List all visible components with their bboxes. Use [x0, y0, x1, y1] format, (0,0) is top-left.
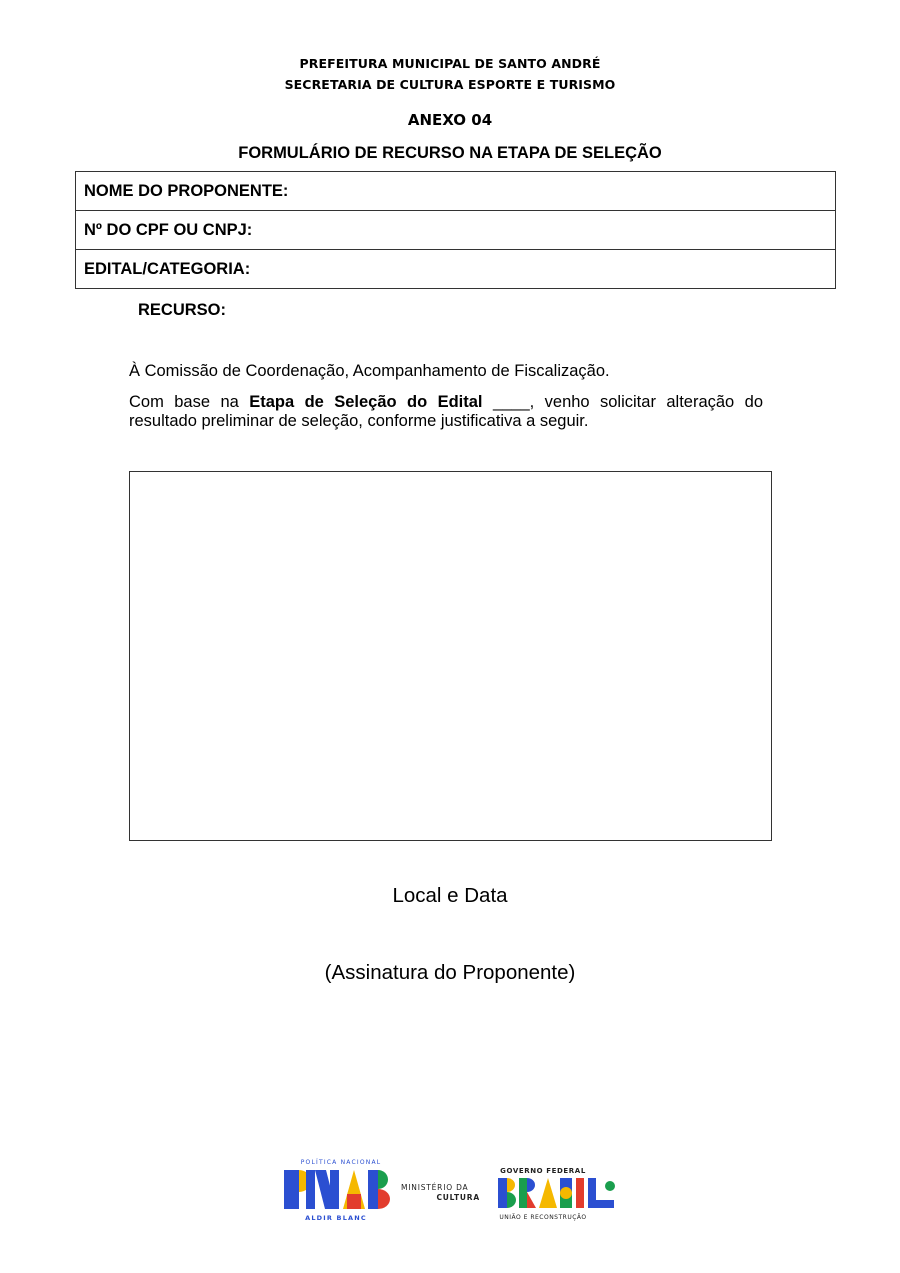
pnab-tagline-top: POLÍTICA NACIONAL	[300, 1159, 382, 1166]
ministry-line2: CULTURA	[436, 1193, 480, 1202]
edital-category-field[interactable]: EDITAL/CATEGORIA:	[76, 250, 836, 289]
place-date-label: Local e Data	[392, 884, 508, 907]
form-title: FORMULÁRIO DE RECURSO NA ETAPA DE SELEÇÃO	[238, 144, 662, 162]
addressee-text: À Comissão de Coordenação, Acompanhamento de Fiscalização.	[129, 362, 610, 380]
recurso-label: RECURSO:	[138, 301, 227, 319]
field-row-name	[76, 172, 836, 211]
field-row-edital	[76, 250, 836, 289]
pnab-logo	[284, 1159, 390, 1222]
ministry-line1: MINISTÉRIO DA	[401, 1183, 469, 1192]
request-prefix: Com base na	[129, 393, 239, 411]
pnab-tagline-bottom: ALDIR BLANC	[305, 1214, 367, 1222]
request-bold-edital: Etapa de Seleção do Edital	[249, 393, 483, 411]
gov-top-text: GOVERNO FEDERAL	[500, 1167, 586, 1175]
request-paragraph	[129, 393, 763, 431]
secretaria-heading: SECRETARIA DE CULTURA ESPORTE E TURISMO	[284, 77, 616, 92]
brasil-logo	[498, 1167, 615, 1221]
prefeitura-heading: PREFEITURA MUNICIPAL DE SANTO ANDRÉ	[299, 56, 601, 71]
proponent-info-table	[75, 171, 836, 289]
signature-label: (Assinatura do Proponente)	[324, 961, 576, 984]
request-suffix: ____, venho solicitar alteração do resultado preliminar de seleção, conforme justificativa a seguir.	[129, 393, 763, 430]
proponent-name-field[interactable]: NOME DO PROPONENTE:	[76, 172, 836, 211]
field-row-cpf	[76, 211, 836, 250]
ministry-logo	[401, 1183, 480, 1202]
footer-logos	[284, 1156, 624, 1226]
gov-bottom-text: UNIÃO E RECONSTRUÇÃO	[499, 1214, 587, 1221]
annex-title: ANEXO 04	[407, 111, 493, 129]
justification-box[interactable]	[129, 471, 772, 841]
cpf-cnpj-field[interactable]: Nº DO CPF OU CNPJ:	[76, 211, 836, 250]
